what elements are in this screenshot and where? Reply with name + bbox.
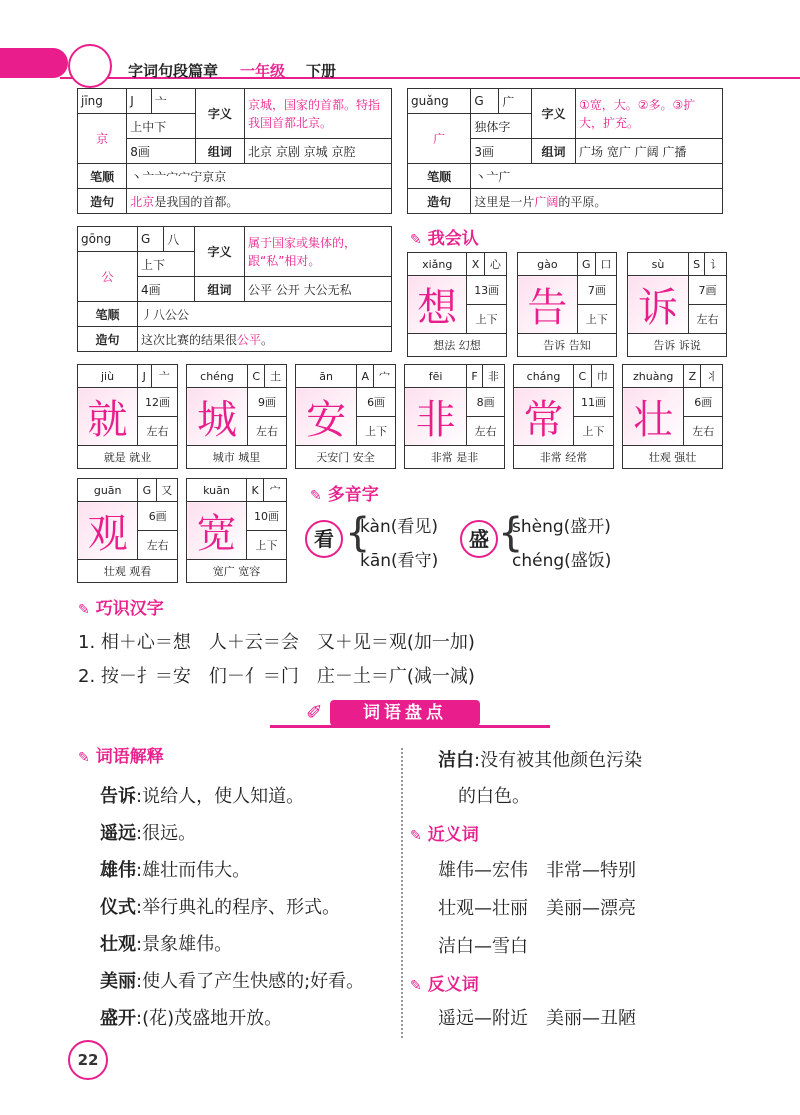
words: 想法 幻想 [408,334,507,357]
strokes: 11画 [574,388,614,417]
strokes: 6画 [357,388,396,417]
radical: 讠 [705,253,727,276]
small-char-card-ān [295,364,396,469]
qiaoshi-line2: 2. 按－扌＝安 们－亻＝门 庄－土＝广(减一减) [78,666,475,687]
radical: 非 [482,365,504,388]
cap-letter: S [689,253,705,276]
structure: 上下 [357,417,396,446]
radical: 又 [156,479,177,502]
char-card-jing [77,88,392,214]
leaf-icon: ✎ [410,828,422,844]
section-title-qiaoshi: ✎ 巧识汉字 [78,599,164,619]
big-char: 城 [187,388,248,446]
pinyin: gōng [78,227,138,252]
radical: 八 [164,227,195,252]
big-char: 安 [296,388,357,446]
brace-icon: { [498,510,524,556]
leaf-icon: ✎ [310,488,322,504]
structure: 左右 [138,531,178,560]
structure: 上下 [577,305,616,334]
char-card-guang [407,88,723,214]
words: 非常 经常 [514,446,614,469]
words: 就是 就业 [78,446,178,469]
section-title-fanyi: ✎ 反义词 [410,975,479,995]
words-label: 组词 [195,139,244,164]
structure: 上下 [467,305,507,334]
order-label: 笔顺 [78,302,138,327]
order-label: 笔顺 [78,164,127,189]
stroke-order: 丿八公公 [137,302,391,327]
section-title-woharen: ✎ 我会认 [410,229,479,249]
small-char-card-sù [627,252,727,357]
big-char: 广 [408,114,471,164]
duoyin-char-a: 看 [305,520,343,558]
small-char-card-chéng [186,364,287,469]
stroke-order: 丶亠广 [471,164,723,189]
strokes: 7画 [577,276,616,305]
structure: 上中下 [127,114,195,139]
pinyin: cháng [514,365,574,388]
jinyi-line3: 洁白—雪白 [438,936,528,957]
duoyin-b1: shèng(盛开) [512,517,611,537]
duoyin-b [460,520,498,558]
pinyin: kuān [187,479,247,502]
structure: 上下 [247,531,287,560]
pinyin: guǎng [408,89,471,114]
definition-item: 告诉:说给人，使人知道。 [100,786,305,807]
pinyin: fēi [405,365,467,388]
cap-letter: C [574,365,592,388]
words: 告诉 诉说 [628,334,727,357]
sentence-label: 造句 [78,189,127,214]
radical: 丬 [701,365,723,388]
small-char-card-zhuàng [622,364,723,469]
words: 壮观 强壮 [623,446,723,469]
cap-letter: G [471,89,499,114]
strokes: 12画 [138,388,178,417]
section-title-duoyin: ✎ 多音字 [310,485,379,505]
char-card-gong [77,226,392,352]
structure: 左右 [689,305,727,334]
big-char: 就 [78,388,138,446]
small-char-card-guān [77,478,178,583]
order-label: 笔顺 [408,164,471,189]
cap-letter: J [127,89,151,114]
words: 壮观 观看 [78,560,178,583]
small-char-card-jiù [77,364,178,469]
pinyin: sù [628,253,689,276]
strokes: 8画 [467,388,505,417]
brace-icon: { [345,510,371,556]
definition-item: 仪式:举行典礼的程序、形式。 [100,897,341,918]
leaf-icon: ✎ [410,232,422,248]
cap-letter: G [137,227,163,252]
column-divider [401,748,403,1038]
cartoon-logo-icon [68,44,112,88]
section-title-jinyi: ✎ 近义词 [410,825,479,845]
small-char-card-kuān [186,478,287,583]
cap-letter: G [138,479,156,502]
section-title-jieshi: ✎ 词语解释 [78,747,164,767]
big-char: 京 [78,114,127,164]
radical: 广 [499,89,532,114]
small-char-card-fēi [404,364,505,469]
cap-letter: X [467,253,484,276]
big-char: 公 [78,252,138,302]
pinyin: chéng [187,365,248,388]
words: 城市 城里 [187,446,287,469]
duoyin-a [305,520,343,558]
sentence: 这里是一片广阔的平原。 [471,189,723,214]
jiebai-line2: 的白色。 [458,786,530,807]
meaning: 属于国家或集体的，跟“私”相对。 [245,227,392,277]
cap-letter: J [138,365,152,388]
pinyin: zhuàng [623,365,684,388]
small-char-card-xiǎng [407,252,507,357]
duoyin-b2: chéng(盛饭) [512,551,612,571]
radical: 巾 [591,365,613,388]
pinyin: gào [518,253,578,276]
header-volume: 下册 [306,62,337,80]
big-char: 诉 [628,276,689,334]
jinyi-line2: 壮观—壮丽 美丽—漂亮 [438,898,636,919]
definition-item: 盛开:(花)茂盛地开放。 [100,1008,283,1029]
strokes: 4画 [137,277,194,302]
meaning: ①宽，大。②多。③扩大，扩充。 [576,89,723,139]
strokes: 3画 [471,139,532,164]
stroke-order: 丶亠亠宀宀宁亰京 [127,164,392,189]
duoyin-char-b: 盛 [460,520,498,558]
structure: 左右 [138,417,178,446]
cap-letter: A [357,365,374,388]
meaning-label: 字义 [195,89,244,139]
cap-letter: G [577,253,595,276]
strokes: 13画 [467,276,507,305]
definition-item: 遥远:很远。 [100,823,197,844]
jiebai-line: 洁白:没有被其他颜色污染 [438,750,643,771]
small-char-card-gào [517,252,617,357]
radical: 心 [484,253,506,276]
structure: 左右 [467,417,505,446]
meaning-label: 字义 [532,89,576,139]
pinyin: jiù [78,365,138,388]
strokes: 6画 [138,502,178,531]
structure: 上下 [137,252,194,277]
strokes: 8画 [127,139,195,164]
sentence-label: 造句 [78,327,138,352]
words: 公平 公开 大公无私 [245,277,392,302]
words: 广场 宽广 广阔 广播 [576,139,723,164]
structure: 左右 [684,417,723,446]
jinyi-line1: 雄伟—宏伟 非常—特别 [438,860,636,881]
pinyin: guān [78,479,138,502]
small-char-card-cháng [513,364,614,469]
big-char: 常 [514,388,574,446]
words: 北京 京剧 京城 京腔 [245,139,392,164]
words-label: 组词 [194,277,244,302]
pen-icon: ✐ [306,700,323,724]
words: 告诉 告知 [518,334,617,357]
big-char: 非 [405,388,467,446]
definition-item: 美丽:使人看了产生快感的;好看。 [100,971,365,992]
header-tab [0,48,68,78]
fanyi-line1: 遥远—附近 美丽—丑陋 [438,1008,636,1029]
radical: 口 [595,253,616,276]
radical: 宀 [264,479,287,502]
leaf-icon: ✎ [410,978,422,994]
duoyin-a1: kàn(看见) [360,517,439,537]
cap-letter: K [247,479,264,502]
cap-letter: C [248,365,265,388]
radical: 宀 [374,365,396,388]
words: 宽广 宽容 [187,560,287,583]
big-char: 想 [408,276,467,334]
pinyin: jīng [78,89,127,114]
meaning: 京城，国家的首都。特指我国首都北京。 [245,89,392,139]
radical: 亠 [151,365,177,388]
definition-item: 雄伟:雄壮而伟大。 [100,860,251,881]
radical: 亠 [151,89,195,114]
banner-ciyupandian: 词语盘点 [330,700,480,726]
cap-letter: F [467,365,483,388]
structure: 左右 [248,417,287,446]
words: 非常 是非 [405,446,505,469]
words: 天安门 安全 [296,446,396,469]
big-char: 观 [78,502,138,560]
qiaoshi-line1: 1. 相＋心＝想 人＋云＝会 又＋见＝观(加一加) [78,632,475,653]
strokes: 9画 [248,388,287,417]
sentence: 这次比赛的结果很公平。 [137,327,391,352]
words-label: 组词 [532,139,576,164]
pinyin: ān [296,365,357,388]
structure: 独体字 [471,114,532,139]
strokes: 10画 [247,502,287,531]
sentence-label: 造句 [408,189,471,214]
big-char: 宽 [187,502,247,560]
duoyin-a2: kān(看守) [360,551,439,571]
meaning-label: 字义 [194,227,244,277]
cap-letter: Z [684,365,701,388]
strokes: 7画 [689,276,727,305]
page-number: 22 [68,1040,108,1080]
leaf-icon: ✎ [78,602,90,618]
header-series: 字词句段篇章 [128,62,219,80]
leaf-icon: ✎ [78,750,90,766]
radical: 土 [265,365,287,388]
structure: 上下 [574,417,614,446]
sentence: 北京是我国的首都。 [127,189,392,214]
pinyin: xiǎng [408,253,467,276]
header-grade: 一年级 [240,62,286,80]
big-char: 壮 [623,388,684,446]
big-char: 告 [518,276,578,334]
definition-item: 壮观:景象雄伟。 [100,934,233,955]
strokes: 6画 [684,388,723,417]
